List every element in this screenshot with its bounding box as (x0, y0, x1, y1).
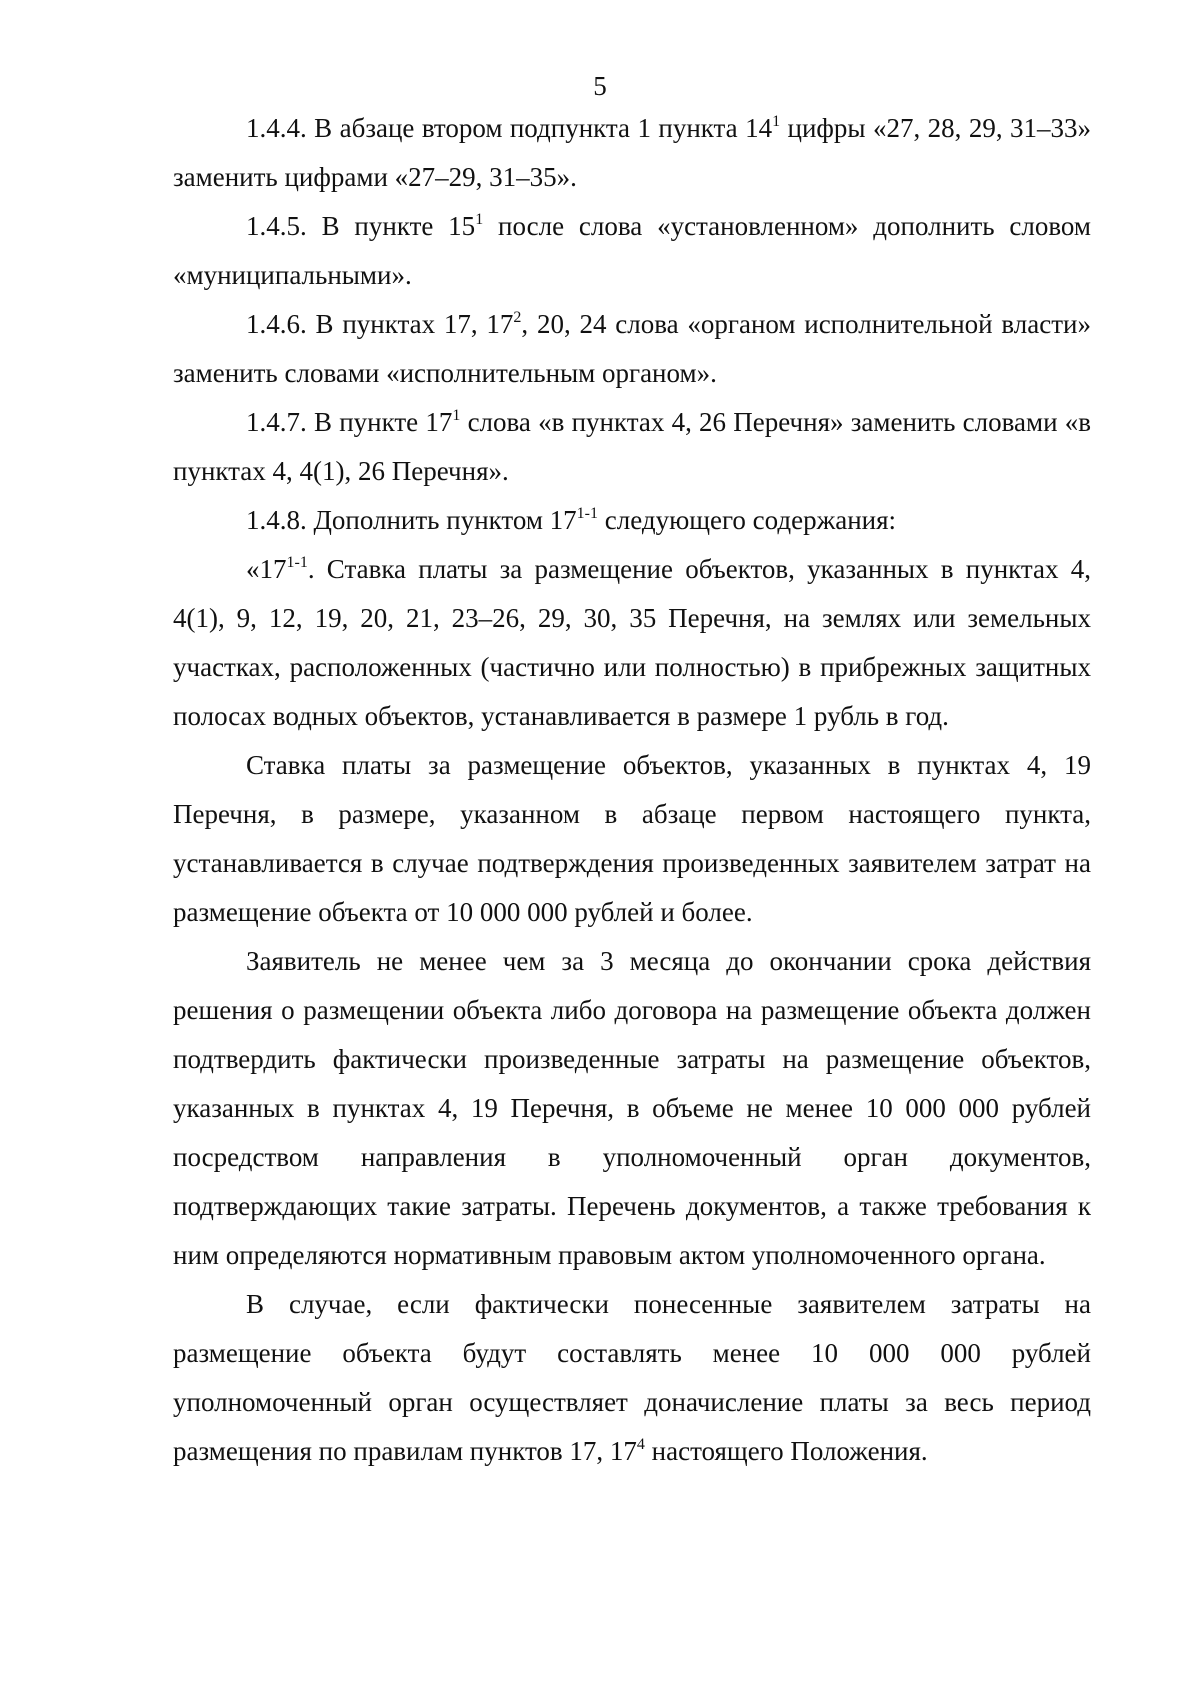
text-segment: 1.4.8. Дополнить пунктом 17 (246, 505, 577, 535)
superscript: 1-1 (286, 554, 308, 571)
text-segment: 1.4.4. В абзаце втором подпункта 1 пункта 14 (246, 113, 773, 143)
text-segment: «17 (246, 554, 287, 584)
superscript: 1 (772, 113, 781, 130)
superscript: 1 (475, 211, 484, 228)
paragraph-recalculation (173, 1280, 1091, 1476)
paragraph-1-4-6 (173, 300, 1091, 398)
text-segment: настоящего Положения. (644, 1436, 928, 1466)
text-segment: . Ставка платы за размещение объектов, указанных в пунктах 4, 4(1), 9, 12, 19, 20, 21, 23–26, 29, 30, 35 Перечня, на землях или земельных участках, расположенных (частично или полностью) в прибрежных защитных полосах водных объектов, устанавливается в размере 1 рубль в год. (173, 554, 1091, 731)
superscript: 1 (452, 407, 461, 424)
superscript: 4 (636, 1436, 645, 1453)
paragraph-rate-condition (173, 741, 1091, 937)
text-segment: , 20, 24 слова «органом исполнительной власти» заменить словами «исполнительным органом». (173, 309, 1091, 388)
text-segment: следующего содержания: (598, 505, 897, 535)
text-segment: 1.4.6. В пунктах 17, 17 (246, 309, 514, 339)
text-segment: цифры «27, 28, 29, 31–33» заменить цифрами «27–29, 31–35». (173, 113, 1091, 192)
superscript: 2 (513, 309, 522, 326)
document-body (173, 104, 1091, 1476)
page-number: 5 (593, 71, 607, 101)
text-segment: 1.4.7. В пункте 17 (246, 407, 453, 437)
paragraph-1-4-8 (173, 496, 1091, 545)
paragraph-1-4-7 (173, 398, 1091, 496)
paragraph-quoted-17-1-1 (173, 545, 1091, 741)
paragraph-applicant-obligation (173, 937, 1091, 1280)
paragraph-1-4-4 (173, 104, 1091, 202)
text-segment: В случае, если фактически понесенные заявителем затраты на размещение объекта будут составлять менее 10 000 000 рублей уполномоченный орган осуществляет доначисление платы за весь период размещения по правилам пунктов 17, 17 (173, 1289, 1091, 1466)
text-segment: слова «в пунктах 4, 26 Перечня» заменить словами «в пунктах 4, 4(1), 26 Перечня». (173, 407, 1091, 486)
paragraph-1-4-5 (173, 202, 1091, 300)
text-segment: 1.4.5. В пункте 15 (246, 211, 476, 241)
text-segment: Заявитель не менее чем за 3 месяца до окончании срока действия решения о размещении объекта либо договора на размещение объекта должен подтвердить фактически произведенные затраты на размещение объектов, указанных в пунктах 4, 19 Перечня, в объеме не менее 10 000 000 рублей посредством направления в уполномоченный орган документов, подтверждающих такие затраты. Перечень документов, а также требования к ним определяются нормативным правовым актом уполномоченного органа. (173, 946, 1091, 1270)
text-segment: после слова «установленном» дополнить словом «муниципальными». (173, 211, 1091, 290)
text-segment: Ставка платы за размещение объектов, указанных в пунктах 4, 19 Перечня, в размере, указанном в абзаце первом настоящего пункта, устанавливается в случае подтверждения произведенных заявителем затрат на размещение объекта от 10 000 000 рублей и более. (173, 750, 1091, 927)
superscript: 1-1 (576, 505, 598, 522)
